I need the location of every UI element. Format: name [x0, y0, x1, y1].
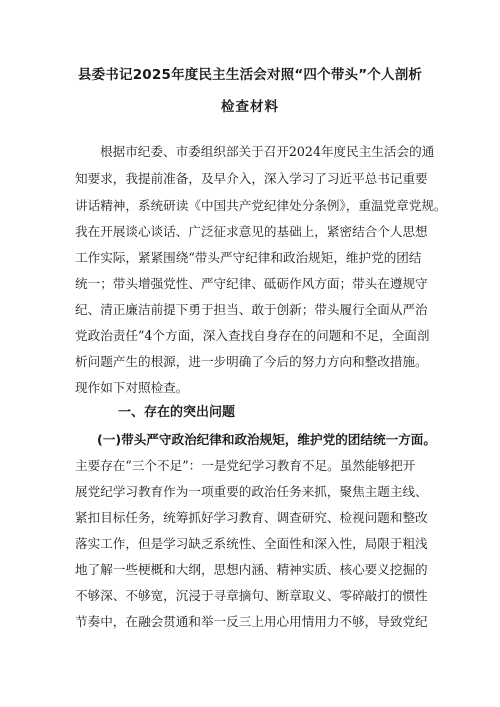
- intro-line: 纪、清正廉洁前提下勇于担当、敢于创新；带头履行全面从严治: [75, 302, 428, 317]
- document-subtitle: 检查材料: [221, 99, 279, 115]
- body-line: 地了解一些梗概和大纲，思想内涵、精神实质、核心要义挖掘的: [75, 562, 428, 577]
- intro-line: 统一；带头增强党性、严守纪律、砥砺作风方面；带头在遵规守: [75, 276, 428, 291]
- document-title: 县委书记2025年度民主生活会对照“四个带头”个人剖析: [77, 67, 423, 83]
- intro-line: 知要求，我提前准备，及早介入，深入学习了习近平总书记重要: [75, 171, 428, 186]
- intro-line: 现作如下对照检查。: [75, 380, 189, 395]
- intro-line: 党政治责任”4个方面，深入查找自身存在的问题和不足，全面剖: [75, 328, 430, 343]
- intro-line: 工作实际，紧紧围绕“带头严守纪律和政治规矩，维护党的团结: [75, 250, 422, 265]
- section-heading: 一、存在的突出问题: [118, 405, 236, 420]
- intro-line: 讲话精神，系统研读《中国共产党纪律处分条例》，重温党章党规。: [75, 198, 447, 213]
- body-line: 不够深、不够宽，沉浸于寻章摘句、断章取义、零碎敲打的惯性: [75, 588, 428, 603]
- intro-line: 我在开展谈心谈话、广泛征求意见的基础上，紧密结合个人思想: [75, 224, 428, 239]
- intro-line: 根据市纪委、市委组织部关于召开2024年度民主生活会的通: [100, 144, 435, 159]
- body-line: 落实工作，但是学习缺乏系统性、全面性和深入性，局限于粗浅: [75, 536, 428, 551]
- body-line: 展党纪学习教育作为一项重要的政治任务来抓，聚焦主题主线、: [75, 484, 428, 499]
- body-line: 节奏中，在融会贯通和举一反三上用心用情用力不够，导致党纪: [75, 614, 428, 629]
- body-line: 紧扣目标任务，统筹抓好学习教育、调查研究、检视问题和整改: [75, 510, 428, 525]
- subsection-heading: (一)带头严守政治纪律和政治规矩，维护党的团结统一方面。: [97, 432, 436, 447]
- body-line: 主要存在“三个不足”：一是党纪学习教育不足。虽然能够把开: [75, 458, 416, 473]
- intro-line: 析问题产生的根源，进一步明确了今后的努力方向和整改措施。: [75, 354, 428, 369]
